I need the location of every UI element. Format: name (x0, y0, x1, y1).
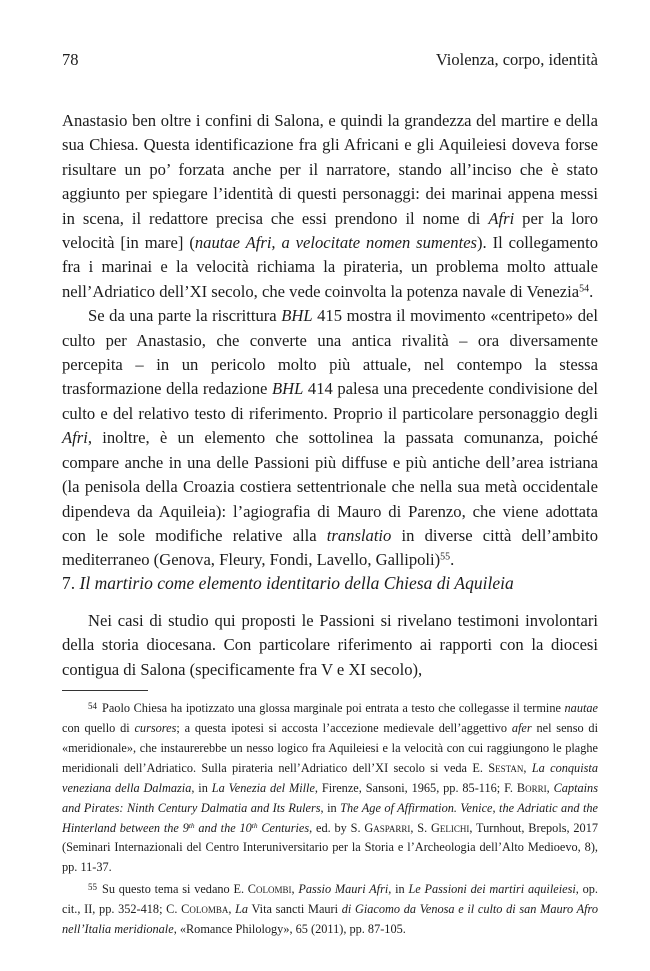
text-run: , (291, 882, 299, 897)
italic-term: nautae (564, 701, 598, 716)
text-run: , (523, 760, 532, 775)
section-heading (62, 571, 598, 595)
running-title: Violenza, corpo, identità (435, 50, 598, 69)
text-run: , in (388, 882, 409, 897)
text-run: con quello di (62, 721, 135, 736)
italic-term: BHL (281, 306, 313, 326)
author-name: Borri (516, 780, 547, 795)
text-run: Vita sancti Mauri (248, 902, 342, 917)
footnote-54 (62, 697, 598, 878)
italic-term: afer (511, 721, 532, 736)
footnotes (62, 697, 598, 940)
work-title: La (235, 902, 249, 917)
text-run: 414 palesa una precedente condivisione del culto e del relativo testo di riferimento. Proprio il particolare personaggio degli (62, 379, 598, 423)
italic-term: translatio (326, 525, 392, 545)
text-run: , inoltre, è un elemento che sottolinea la passata comunanza, poiché compare anche in una delle Passioni più diffuse e più antiche dell’area istriana (la penisola della Croazia costiera settentrionale che nella sua metà occidentale dipendeva da Aquileia): l’agiografia di Mauro di Parenzo, che viene adottata con le sole modifiche relative alla (62, 428, 598, 545)
text-run: , ed. by S. (309, 820, 365, 835)
text-run: , in (320, 800, 341, 815)
text-run: , Turnhout, Brepols, 2017 (Seminari Internazionali del Centro Interuniversitario per la Storia e l’Archeologia dell’Alto Medioevo, 8), pp. 11-37. (62, 820, 598, 875)
footnote-divider (62, 690, 148, 691)
text-run: ). Il collegamento fra i marinai e la velocità richiama la pirateria, un problema molto attuale nell’Adriatico dell’XI secolo, che vede coinvolta la potenza navale di Venezia (62, 233, 598, 301)
work-title: Captains and Pirates: Ninth Century Dalmatia and Its Rulers (62, 780, 598, 815)
footnote-number: 54 (88, 701, 97, 711)
italic-term: Afri (488, 208, 515, 228)
italic-term: cursores (134, 721, 177, 736)
text-run: Se da una parte la riscrittura (88, 306, 282, 326)
work-title: Le Passioni dei martiri aquileiesi (408, 882, 576, 897)
paragraph (62, 109, 598, 304)
text-run: , Firenze, Sansoni, 1965, pp. 85-116; F. (314, 780, 517, 795)
text-run: . (450, 550, 455, 570)
author-name: Colomba (181, 902, 229, 917)
work-title: di Giacomo da Venosa e il culto di san Mauro Afro nell’Italia meridionale (62, 902, 598, 937)
author-name: Gasparri (364, 820, 411, 835)
author-name: Sestan (488, 760, 524, 775)
text-run: , S. (410, 820, 432, 835)
section-number: 7. (62, 573, 76, 593)
text-run: per la loro velocità [in mare] ( (62, 208, 598, 253)
ordinal-suffix: th (188, 820, 195, 830)
latin-quote: nautae Afri, a velocitate nomen sumentes (194, 233, 478, 253)
text-run: 415 mostra il movimento «centripeto» del culto per Anastasio, che converte una antica rivalità – ora diversamente percepita – in un pericolo molto più attuale, nel contempo la stessa trasformazione della redazione (62, 306, 598, 399)
work-title: La conquista veneziana della Dalmazia (62, 760, 598, 795)
footnote-number: 55 (88, 882, 97, 893)
running-header (62, 48, 598, 72)
paragraph: Nei casi di studio qui proposti le Passioni si rivelano testimoni involontari della storia diocesana. Con particolare riferimento ai rapporti con la diocesi contigua di Salona (specificamente fra V e XI secolo), (62, 611, 598, 679)
work-title: and the 10 (194, 820, 252, 835)
text-run: , (228, 902, 236, 917)
work-title: The Age of Affirmation. Venice, the Adriatic and the Hinterland between the 9 (62, 800, 598, 835)
author-name: Gelichi (431, 820, 470, 835)
text-run: nel senso di «meridionale», che instaurerebbe un nesso logico fra Aquileiesi e la velocità con cui raggiungono le plaghe meridionali dell’Adriatico. Sulla pirateria nell’Adriatico dell’XI secolo si veda E. (62, 721, 598, 775)
text-run: in diverse città dell’ambito mediterraneo (Genova, Fleury, Fondi, Lavello, Gallipoli) (62, 525, 598, 570)
page-number: 78 (62, 50, 79, 69)
footnote-55 (62, 878, 598, 940)
work-title: La Venezia del Mille (211, 780, 315, 795)
text-run: , op. cit., II, pp. 352-418; C. (62, 882, 598, 917)
text-run: Paolo Chiesa ha ipotizzato una glossa marginale poi entrata a testo che collegasse il termine (102, 701, 565, 716)
italic-term: BHL (271, 379, 304, 399)
section-text (62, 609, 598, 682)
main-text (62, 109, 598, 573)
text-run: Anastasio ben oltre i confini di Salona, e quindi la grandezza del martire e della sua Chiesa. Questa identificazione fra gli Africani e gli Aquileiesi doveva forse risultare un po’ forzata anche per il narratore, stando all’inciso che è stato aggiunto per spiegare l’identità di questi personaggi: dei marinai appena messi in scena, il redattore precisa che essi prendono il nome di (62, 111, 598, 228)
ordinal-suffix: th (251, 820, 258, 830)
section-title: Il martirio come elemento identitario della Chiesa di Aquileia (79, 573, 514, 593)
work-title: Centuries (257, 820, 310, 835)
footnote-ref-54[interactable]: 54 (579, 283, 590, 295)
text-run: , in (191, 780, 212, 795)
text-run: . (589, 281, 594, 301)
work-title: Passio Mauri Afri (298, 882, 389, 897)
footnote-ref-55[interactable]: 55 (440, 551, 451, 563)
text-run: Su questo tema si vedano E. (102, 882, 248, 897)
paragraph (62, 304, 598, 572)
text-run: , (546, 780, 554, 795)
text-run: ; a questa ipotesi si accosta l’accezione medievale dell’aggettivo (176, 721, 512, 736)
italic-term: Afri (62, 428, 88, 448)
author-name: Colombi (247, 882, 292, 897)
text-run: , «Romance Philology», 65 (2011), pp. 87-105. (173, 922, 406, 937)
